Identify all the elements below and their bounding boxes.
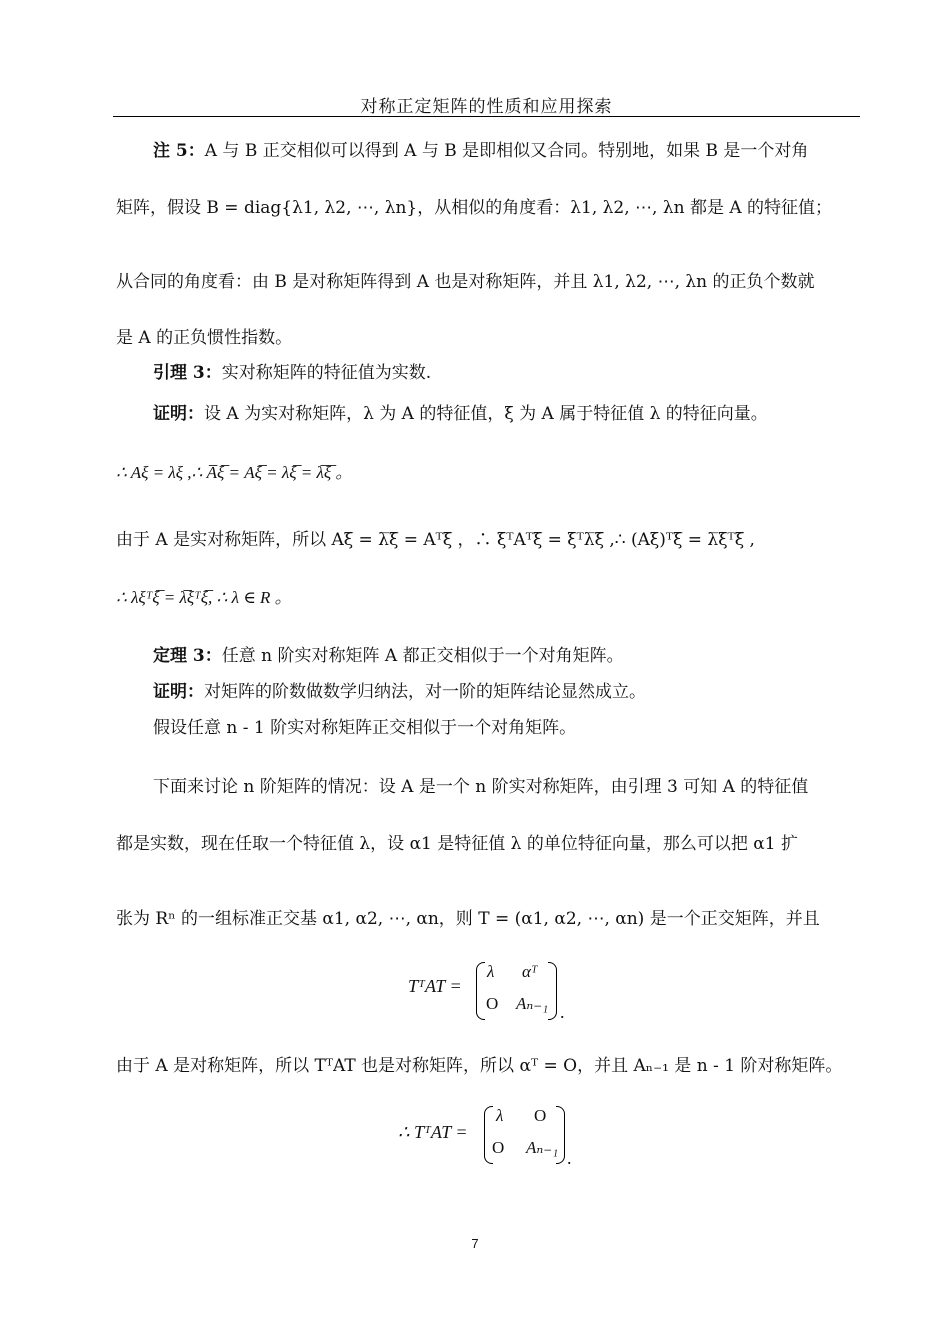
note5-text: A 与 B 正交相似可以得到 A 与 B 是即相似又合同。特别地，如果 B 是一个对角: [204, 141, 809, 161]
symmetric-line: 由于 A 是对称矩阵，所以 TᵀAT 也是对称矩阵，所以 αᵀ = O，并且 Aₙ₋₁ 是 n - 1 阶对称矩阵。: [116, 1056, 843, 1076]
note5-label: 注 5：: [153, 141, 205, 161]
matrix1-end: .: [560, 1002, 565, 1022]
matrix1-r2c2: Aₙ₋₁: [516, 994, 549, 1013]
hypothesis-line: 假设任意 n - 1 阶实对称矩阵正交相似于一个对角矩阵。: [153, 718, 577, 738]
page-number: 7: [471, 1236, 479, 1251]
matrix1-r1c2: αᵀ: [522, 962, 538, 981]
matrix1-r1c1: λ: [487, 962, 495, 981]
lemma3-label: 引理 3：: [153, 363, 222, 383]
equation-3: ∴ λξᵀξ̅ = λ̅ξᵀξ̅, ∴ λ ∈ R 。: [116, 588, 292, 607]
proof1-label: 证明：: [153, 404, 204, 424]
matrix2-end: .: [567, 1148, 572, 1168]
note5-line3: 从合同的角度看：由 B 是对称矩阵得到 A 也是对称矩阵，并且 λ1, λ2, ⋯, λn 的正负个数就: [116, 272, 815, 292]
proof1-text: 设 A 为实对称矩阵，λ 为 A 的特征值，ξ 为 A 属于特征值 λ 的特征向量。: [204, 404, 768, 424]
header-rule: [113, 116, 860, 117]
matrix2-lhs: ∴ TᵀAT =: [398, 1122, 468, 1142]
proof2-line: [153, 681, 646, 703]
matrix2-r2c1: O: [492, 1138, 505, 1157]
running-header: 对称正定矩阵的性质和应用探索: [360, 97, 613, 117]
proof2-text: 对矩阵的阶数做数学归纳法，对一阶的矩阵结论显然成立。: [204, 682, 646, 702]
note5-line4: 是 A 的正负惯性指数。: [116, 328, 293, 348]
lemma3-line: [153, 362, 431, 384]
equation-2: 由于 A 是实对称矩阵，所以 Aξ̅ = λ̅ξ̅ = Aᵀξ̅ ，∴ ξᵀAᵀξ̅ = ξᵀλ̅ξ̅ ,∴ (Aξ)ᵀξ̅ = λ̅ξᵀξ̅ ,: [116, 530, 755, 550]
matrix2-right-paren: [556, 1106, 565, 1164]
equation-1: ∴ Aξ = λξ ,∴ A̅ξ̅ = Aξ̅ = λξ̅ = λ̅ξ̅ 。: [116, 463, 353, 482]
discuss-line2: 都是实数，现在任取一个特征值 λ，设 α1 是特征值 λ 的单位特征向量，那么可以把 α1 扩: [116, 834, 798, 854]
matrix1-r2c1: O: [486, 994, 499, 1013]
discuss-line3: 张为 Rⁿ 的一组标准正交基 α1, α2, ⋯, αn，则 T = (α1, α2, ⋯, αn) 是一个正交矩阵，并且: [116, 909, 820, 929]
proof1-line: [153, 403, 768, 425]
matrix1-right-paren: [548, 962, 557, 1020]
theorem3-text: 任意 n 阶实对称矩阵 A 都正交相似于一个对角矩阵。: [221, 646, 624, 666]
theorem3-label: 定理 3：: [153, 646, 222, 666]
note5-line2: 矩阵，假设 B = diag{λ1, λ2, ⋯, λn}，从相似的角度看：λ1, λ2, ⋯, λn 都是 A 的特征值；: [116, 198, 833, 218]
matrix2-r1c2: O: [534, 1106, 547, 1125]
matrix2-r2c2: Aₙ₋₁: [526, 1138, 559, 1157]
matrix1-left-paren: [476, 962, 485, 1020]
discuss-line1: 下面来讨论 n 阶矩阵的情况：设 A 是一个 n 阶实对称矩阵，由引理 3 可知 A 的特征值: [153, 777, 809, 797]
matrix1-lhs: TᵀAT =: [408, 976, 462, 996]
note5-line1: [153, 140, 808, 162]
theorem3-line: [153, 645, 624, 667]
matrix2-r1c1: λ: [496, 1106, 504, 1125]
lemma3-text: 实对称矩阵的特征值为实数.: [221, 363, 432, 383]
proof2-label: 证明：: [153, 682, 204, 702]
